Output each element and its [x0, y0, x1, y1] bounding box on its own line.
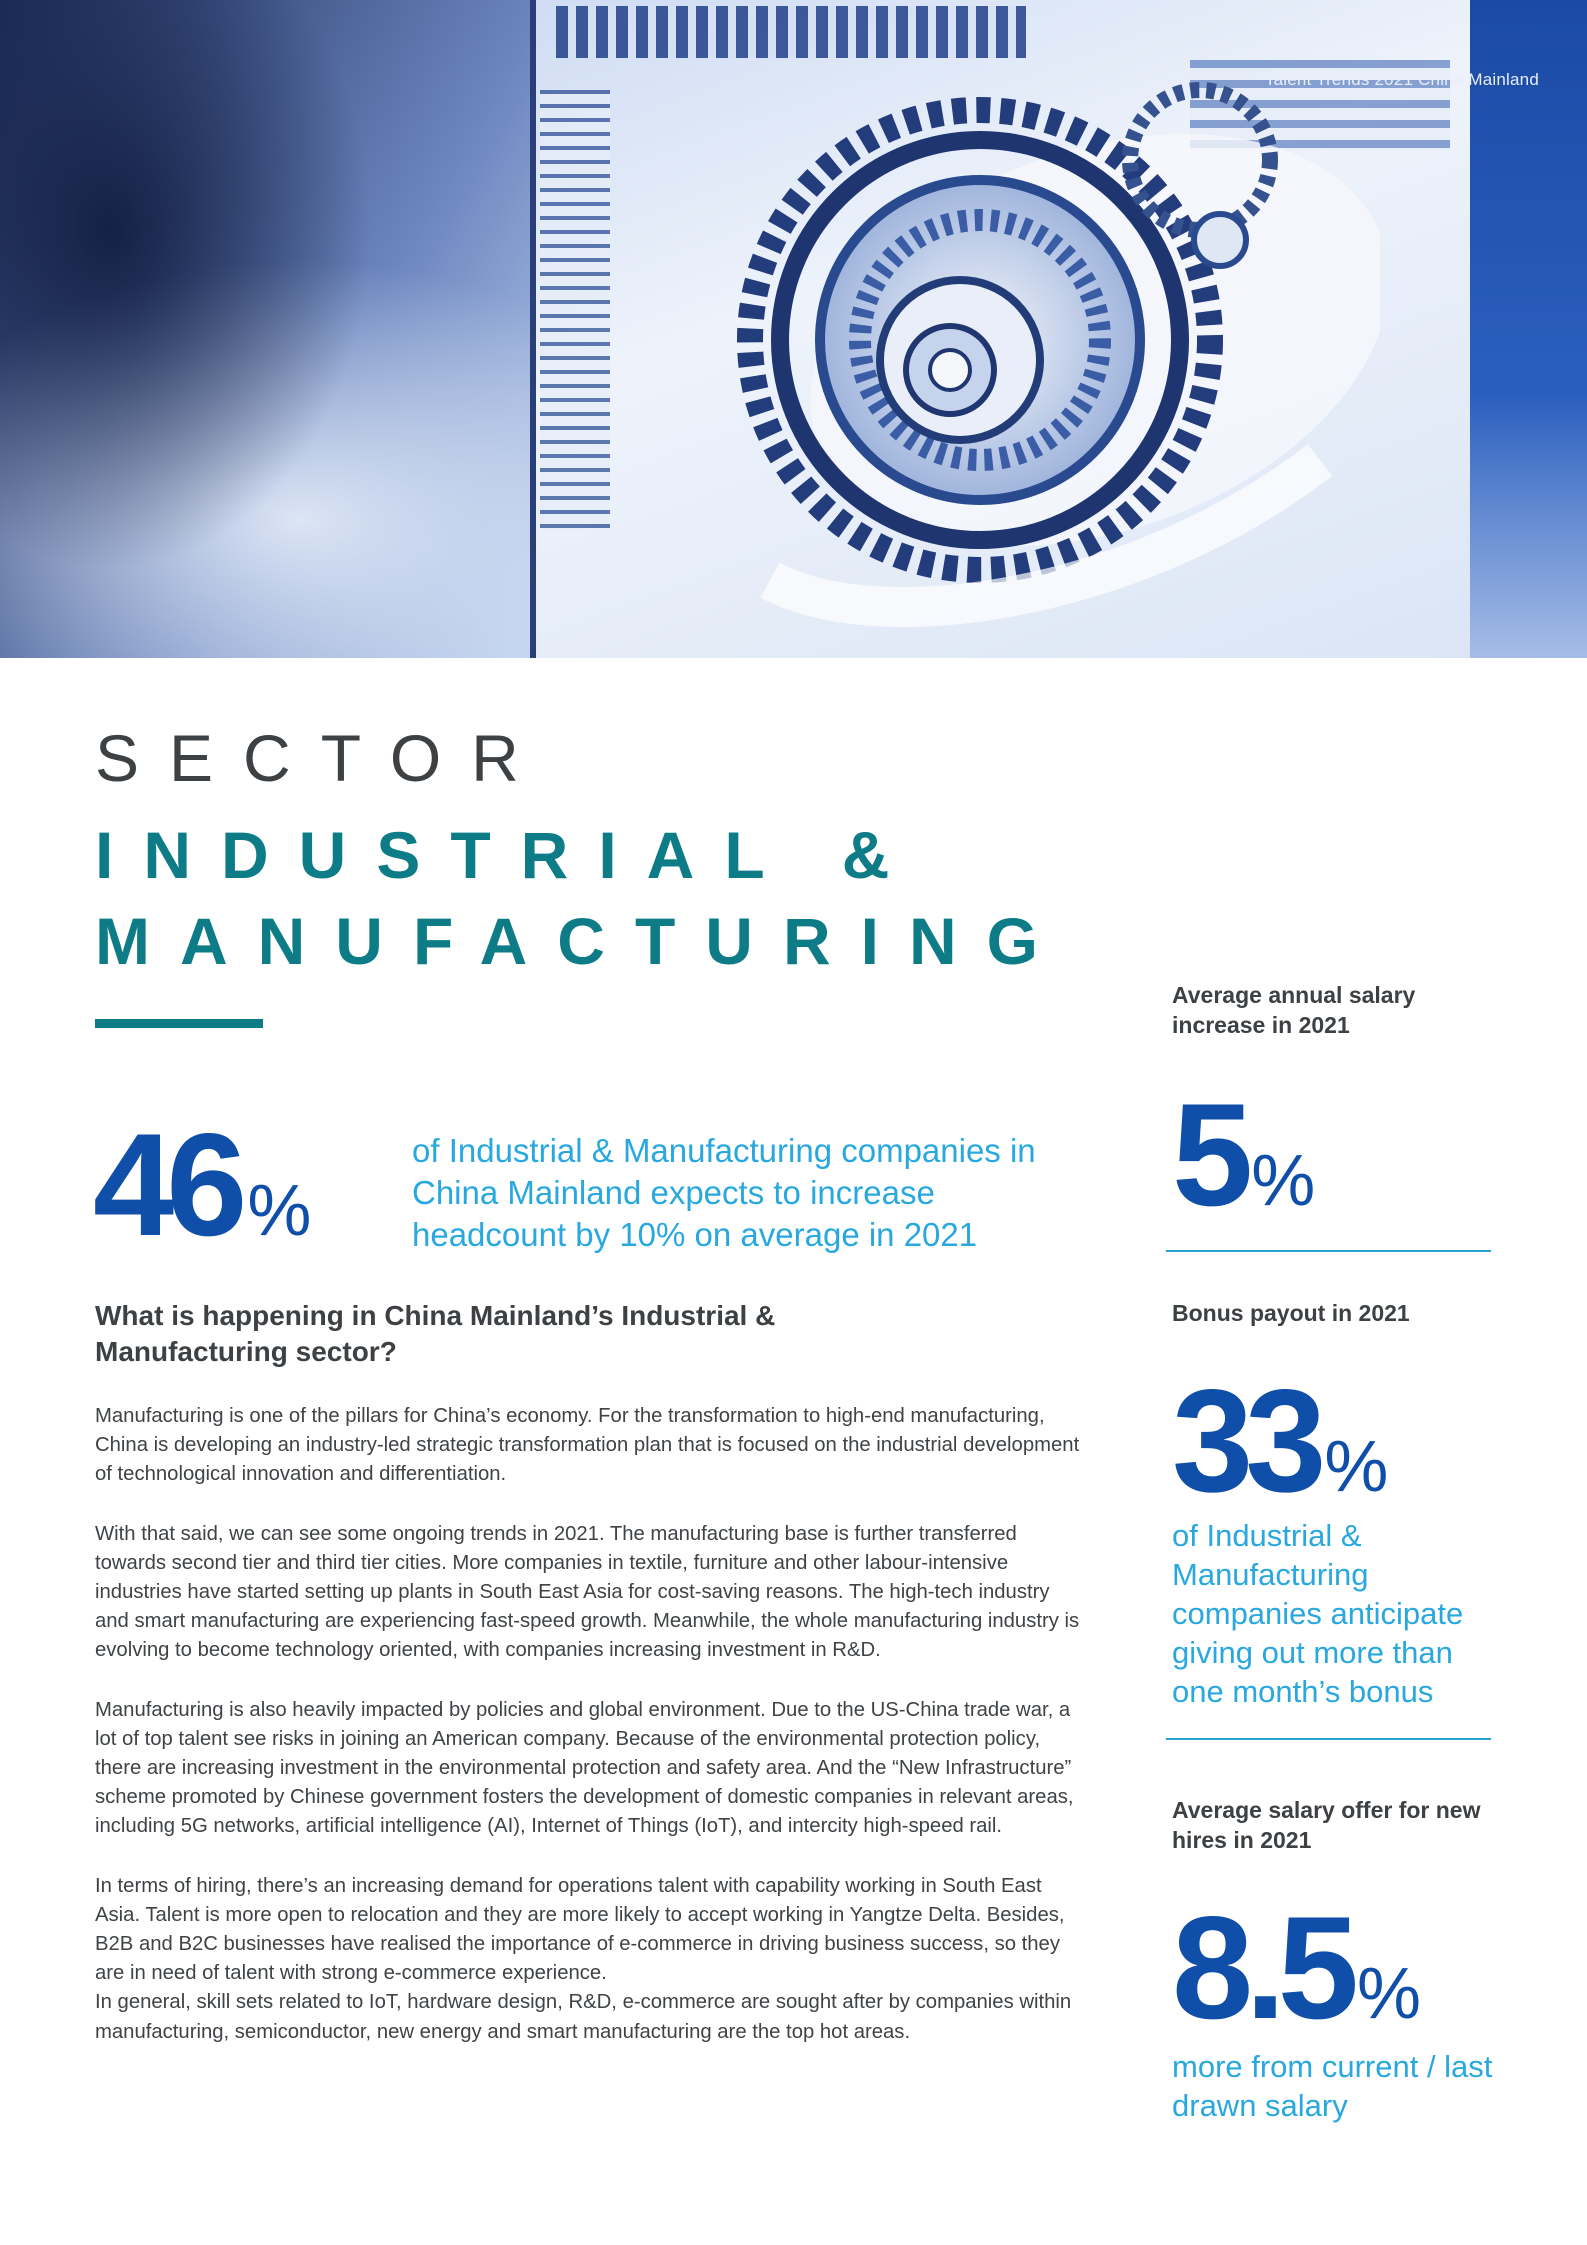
- bonus-block: [1172, 1298, 1502, 1711]
- gear-assembly-illustration: [620, 40, 1380, 640]
- bonus-stat: [1172, 1359, 1502, 1522]
- bonus-unit: %: [1324, 1427, 1389, 1507]
- article-paragraph: With that said, we can see some ongoing trends in 2021. The manufacturing base is further transferred towards second tier and third tier cities. More companies in textile, furniture and other labour-intensive industries have started setting up plants in South East Asia for cost-saving reasons. The high-tech industry and smart manufacturing are experiencing fast-speed growth. Meanwhile, the whole manufacturing industry is evolving to become technology oriented, with companies increasing investment in R&D.: [95, 1522, 1080, 1662]
- headcount-stat-unit: %: [247, 1171, 312, 1251]
- sector-label: SECTOR: [95, 721, 549, 795]
- article-body: [95, 1402, 1085, 2077]
- salary-increase-unit: %: [1251, 1141, 1316, 1221]
- salary-increase-stat: [1172, 1073, 1502, 1236]
- salary-increase-value: 5: [1172, 1073, 1246, 1236]
- salary-offer-block: [1172, 1795, 1502, 2125]
- article-paragraph: In terms of hiring, there’s an increasing demand for operations talent with capability working in South East Asia. Talent is more open to relocation and they are more likely to accept working in Yangtze Delta. Besides, B2B and B2C businesses have realised the importance of e-commerce in driving business success, so they are in need of talent with strong e-commerce experience.: [95, 1874, 1065, 1985]
- article-paragraph: Manufacturing is one of the pillars for China’s economy. For the transformation to high-end manufacturing, China is developing an industry-led strategic transformation plan that is focused on the industrial development of technological innovation and differentiation.: [95, 1405, 1080, 1486]
- headcount-stat-description: of Industrial & Manufacturing companies in China Mainland expects to increase headcount by 10% on average in 2021: [412, 1132, 1036, 1253]
- headcount-stat-value: 46: [93, 1103, 240, 1266]
- bonus-description: of Industrial & Manufacturing companies anticipate giving out more than one month’s bonus: [1172, 1518, 1464, 1709]
- salary-offer-label: Average salary offer for new hires in 2021: [1172, 1797, 1481, 1853]
- cad-parts-list: [540, 90, 610, 530]
- sector-title: [95, 812, 1068, 984]
- report-caption: Talent Trends 2021 China Mainland: [1264, 70, 1539, 89]
- title-underline: [95, 1019, 263, 1028]
- sidebar-divider: [1166, 1738, 1491, 1740]
- bonus-label: Bonus payout in 2021: [1172, 1300, 1410, 1326]
- sector-title-line-1: INDUSTRIAL &: [95, 818, 920, 892]
- salary-offer-stat: [1172, 1886, 1502, 2049]
- salary-offer-unit: %: [1356, 1954, 1421, 2034]
- article-heading: What is happening in China Mainland’s Industrial & Manufacturing sector?: [95, 1300, 776, 1367]
- sidebar-divider: [1166, 1250, 1491, 1252]
- article-paragraph: In general, skill sets related to IoT, hardware design, R&D, e-commerce are sought after by companies within manufacturing, semiconductor, new energy and smart manufacturing are the top hot areas.: [95, 1991, 1072, 2043]
- salary-increase-block: [1172, 980, 1502, 1236]
- headcount-stat: [93, 1103, 393, 1266]
- article-paragraph: Manufacturing is also heavily impacted by policies and global environment. Due to the US-China trade war, a lot of top talent see risks in joining an American company. Because of the environmental protection policy, there are increasing investment in the environmental protection and safety area. And the “New Infrastructure” scheme promoted by Chinese government fosters the development of domestic companies in relevant areas, including 5G networks, artificial intelligence (AI), Internet of Things (IoT), and intercity high-speed rail.: [95, 1698, 1074, 1838]
- salary-increase-label: Average annual salary increase in 2021: [1172, 982, 1416, 1038]
- hero-image: [0, 0, 1587, 658]
- bonus-value: 33: [1172, 1359, 1319, 1522]
- monitor-side-panel: [1470, 0, 1587, 658]
- sector-title-line-2: MANUFACTURING: [95, 904, 1068, 978]
- salary-offer-value: 8.5: [1172, 1886, 1351, 2049]
- salary-offer-description: more from current / last drawn salary: [1172, 2049, 1493, 2123]
